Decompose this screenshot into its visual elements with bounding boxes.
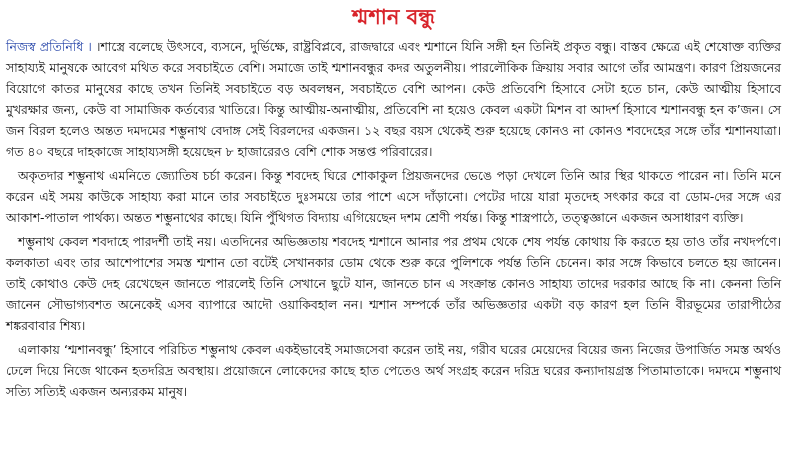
article-paragraph-3: শম্ভুনাথ কেবল শবদাহে পারদর্শী তাই নয়। এতদিনের অভিজ্ঞতায় শবদেহ শ্মশানে আনার পর প্রথম থেকে শেষ পর্যন্ত কোথায় কি করতে হয় তাও তাঁর নখদর্পণে। কলকাতা এবং তার আশেপাশের সমস্ত শ্মশান তো বটেই সেখানকার ডোম থেকে শুরু করে পুলিশকে পর্যন্ত তিনি চেনেন। কার সঙ্গে কিভাবে চলতে হয় জানেন। তাই কোথাও কেউ দেহ রেখেছেন জানতে পারলেই তিনি সেখানে ছুটে যান, জানতে চান এ সংক্রান্ত কোনও সাহায্য তাদের দরকার আছে কি না। কেননা তিনি জানেন সৌভাগ্যবশত অনেকেই এসব ব্যাপারে আদৌ ওয়াকিবহাল নন। শ্মশান সম্পর্কে তাঁর অভিজ্ঞতার একটা বড় কারণ হল তিনি বীরভূমের তারাপীঠের শঙ্করবাবার শিষ্য। xyxy=(6,234,781,333)
article-paragraph-2: অকৃতদার শম্ভুনাথ এমনিতে জ্যোতিষ চর্চা করেন। কিন্তু শবদেহ ঘিরে শোকাকুল প্রিয়জনদের ভেঙে পড়া দেখলে তিনি আর স্থির থাকতে পারেন না। তিনি মনে করেন এই সময় কাউকে সাহায্য করা মানে তার সবচাইতে দুঃসময়ে তার পাশে এসে দাঁড়ানো। পেটের দায়ে যারা মৃতদেহ সৎকার করে বা ডোম-দের সঙ্গে এর আকাশ-পাতাল পার্থক্য। অন্তত শম্ভুনাথের কাছে। যিনি পুঁথিগত বিদ্যায় এগিয়েছেন দশম শ্রেণী পর্যন্ত। কিন্তু শাস্ত্রপাঠে, তত্ত্বজ্ঞানে একজন অসাধারণ ব্যক্তি। xyxy=(6,168,781,225)
paragraph-text-1: ।শাস্ত্রে বলেছে উৎসবে, ব্যসনে, দুর্ভিক্ষে, রাষ্ট্রবিপ্লবে, রাজদ্বারে এবং শ্মশানে যিনি সঙ্গী হন তিনিই প্রকৃত বন্ধু। বাস্তব ক্ষেত্রে এই শেষোক্ত ব্যক্তির সাহায্যই মানুষকে আবেগ মথিত করে সবচাইতে বেশি। সমাজে তাই শ্মশানবন্ধুর কদর অতুলনীয়। পারলৌকিক ক্রিয়ায় সবার আগে তাঁর আমন্ত্রণ। কারণ প্রিয়জনের বিয়োগে কাতর মানুষের কাছে তখন তিনিই সবচাইতে বড় অবলম্বন, সবচাইতে বেশি আপন। কেউ প্রতিবেশি হিসাবে সেটা হতে চান, কেউ আত্মীয় হিসাবে মুখরক্ষার জন্য, কেউ বা সামাজিক কর্তব্যের খাতিরে। কিন্তু আত্মীয়-অনাত্মীয়, প্রতিবেশি না হয়েও কেবল একটা মিশন বা আদর্শ হিসাবে শ্মশানবন্ধু হন ক’জন। সে জন বিরল হলেও অন্তত দমদমের শম্ভুনাথ বেদাঙ্গ সেই বিরলদের একজন। ১২ বছর বয়স থেকেই শুরু হয়েছে কোনও না কোনও শবদেহের সঙ্গে তাঁর শ্মশানযাত্রা। গত ৪০ বছরে দাহকাজে সাহায্যসঙ্গী হয়েছেন ৮ হাজারেরও বেশি শোক সন্তপ্ত পরিবারের। xyxy=(6,39,781,159)
article-byline: নিজস্ব প্রতিনিধি । xyxy=(6,39,92,54)
article-paragraph-1 xyxy=(6,36,781,162)
article-title: শ্মশান বন্ধু xyxy=(351,5,436,29)
article-paragraph-4: এলাকায় ‘শ্মশানবন্ধু’ হিসাবে পরিচিত শম্ভুনাথ কেবল একইভাবেই সমাজসেবা করেন তাই নয়, গরীব ঘরের মেয়েদের বিয়ের জন্য নিজের উপার্জিত সমস্ত অর্থও ঢেলে দিয়ে নিজে থাকেন হতদরিদ্র অবস্থায়। প্রয়োজনে লোকেদের কাছে হাত পেতেও অর্থ সংগ্রহ করেন দরিদ্র ঘরের কন্যাদায়গ্রস্ত পিতামাতাকে। দমদমে শম্ভুনাথ সত্যি সত্যিই একজন অন্যরকম মানুষ। xyxy=(6,342,781,399)
